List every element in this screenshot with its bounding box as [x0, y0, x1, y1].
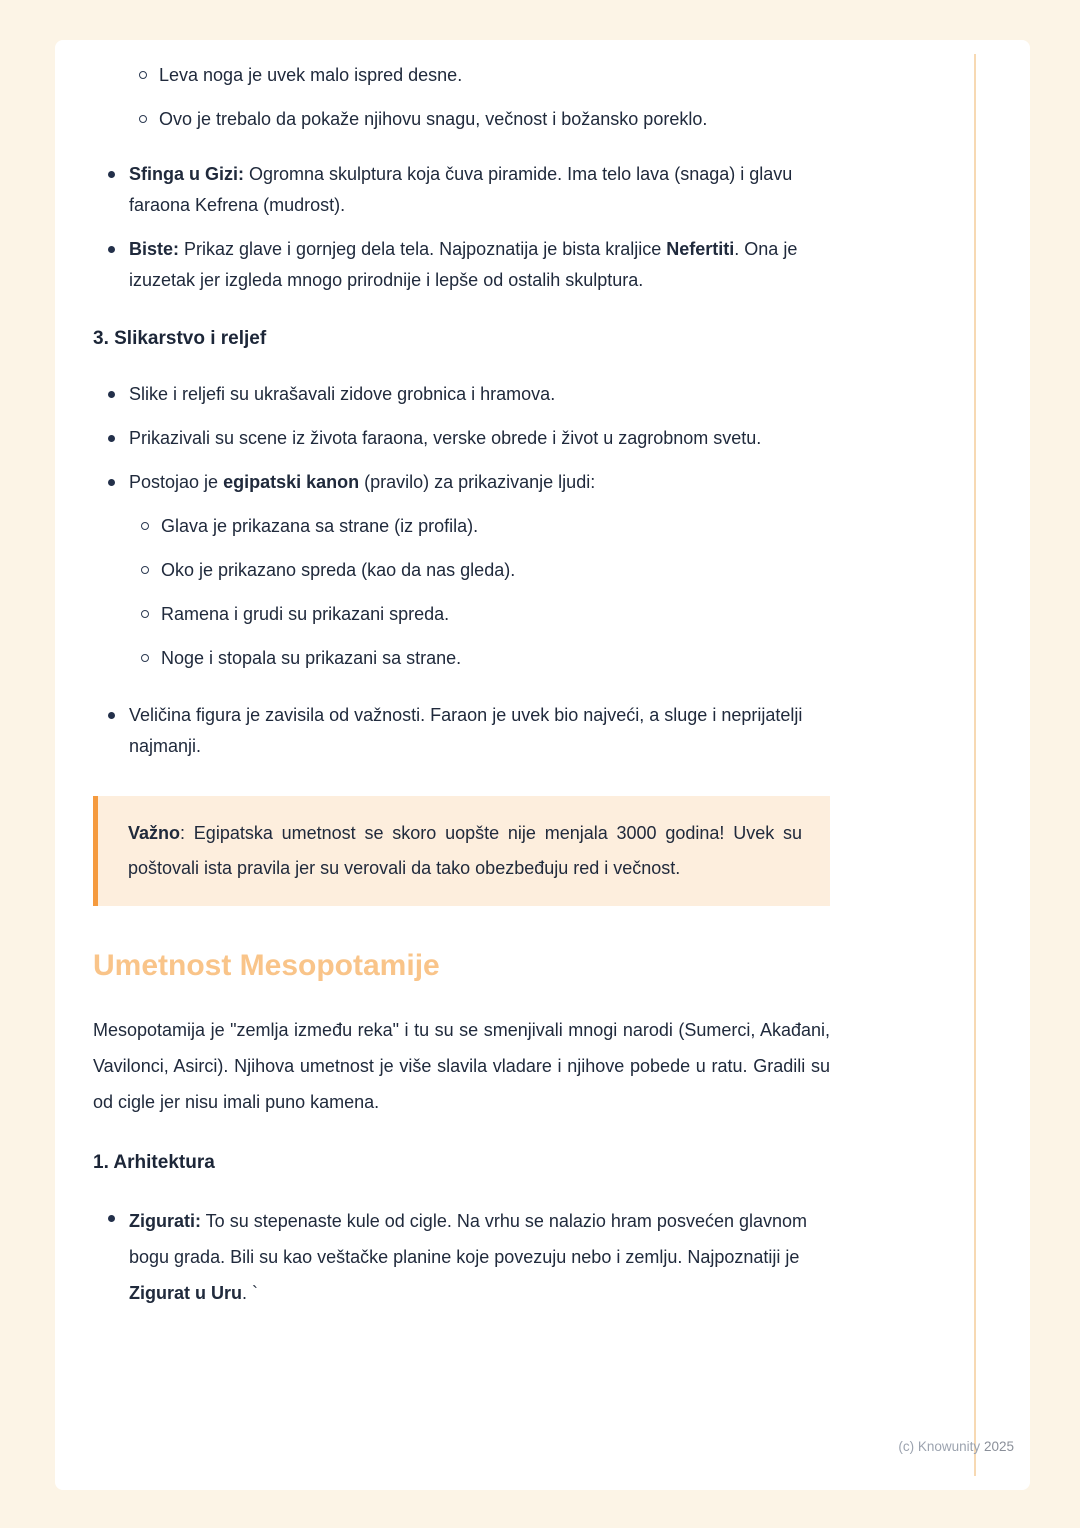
- list-item-text: Glava je prikazana sa strane (iz profila).: [161, 516, 479, 536]
- list-item-text: Noge i stopala su prikazani sa strane.: [161, 648, 462, 668]
- circle-bullet-icon: [137, 555, 161, 586]
- circle-bullet-icon: [137, 511, 161, 542]
- bullet-icon: [105, 423, 129, 454]
- bold-term: Sfinga u Gizi:: [129, 164, 244, 184]
- list-item: [135, 104, 830, 135]
- section-heading: 3. Slikarstvo i reljef: [93, 328, 267, 349]
- list-item: [105, 467, 830, 687]
- copyright-footer: [898, 1439, 1014, 1454]
- circle-bullet-icon: [137, 599, 161, 630]
- bullet-list: [93, 379, 830, 762]
- list-item: [105, 159, 830, 221]
- body-paragraph: Mesopotamija je "zemlja između reka" i tu su se smenjivali mnogi narodi (Sumerci, Akađani, Vavilonci, Asirci). Njihova umetnost je više slavila vladare i njihove pobede u ratu. Gradili su od cigle jer nisu imali puno kamena.: [93, 1020, 830, 1112]
- list-item: [105, 234, 830, 296]
- bold-term: Biste:: [129, 239, 180, 259]
- section-heading: 1. Arhitektura: [93, 1152, 215, 1173]
- list-item: [137, 643, 830, 674]
- list-item-text: [129, 1203, 830, 1311]
- text-segment: Ogromna skulptura koja čuva piramide. Ima telo lava (snaga) i glavu faraona Kefrena (mudrost).: [129, 164, 793, 215]
- text-segment: (pravilo) za prikazivanje ljudi:: [359, 472, 596, 492]
- list-item: [105, 1203, 830, 1311]
- list-item: [105, 379, 830, 410]
- list-item-paragraph: [129, 467, 830, 498]
- text-segment: . Ona je izuzetak jer izgleda mnogo prirodnije i lepše od ostalih skulptura.: [129, 239, 798, 290]
- text-segment: To su stepenaste kule od cigle. Na vrhu se nalazio hram posvećen glavnom bogu grada. Bili su kao veštačke planine koje povezuju nebo i zemlju. Najpoznatiji je: [129, 1211, 808, 1267]
- bold-term: Zigurat u Uru: [129, 1283, 242, 1303]
- list-item-text: [129, 467, 830, 687]
- document-page: [55, 40, 1030, 1490]
- list-item-text: Veličina figura je zavisila od važnosti. Faraon je uvek bio najveći, a sluge i neprijatelji najmanji.: [129, 705, 803, 756]
- document-content: [55, 40, 830, 1311]
- list-item-text: [129, 159, 830, 221]
- text-segment: Postojao je: [129, 472, 224, 492]
- sub-bullet-list: [93, 60, 830, 135]
- circle-bullet-icon: [137, 643, 161, 674]
- list-item: [105, 700, 830, 762]
- circle-bullet-icon: [135, 60, 159, 91]
- list-item-text: Oko je prikazano spreda (kao da nas gleda).: [161, 560, 516, 580]
- text-segment: : Egipatska umetnost se skoro uopšte nije menjala 3000 godina! Uvek su poštovali ista pravila jer su verovali da tako obezbeđuju red i večnost.: [128, 823, 802, 878]
- bullet-icon: [105, 700, 129, 762]
- bold-term: egipatski kanon: [223, 472, 360, 492]
- text-segment: Prikaz glave i gornjeg dela tela. Najpoznatija je bista kraljice: [179, 239, 667, 259]
- bullet-icon: [105, 1203, 129, 1311]
- callout-text: [128, 816, 802, 886]
- sub-bullet-list: [129, 511, 830, 674]
- bullet-icon: [105, 467, 129, 687]
- list-item: [137, 511, 830, 542]
- list-item: [135, 60, 830, 91]
- bold-term: Važno: [128, 823, 181, 843]
- bullet-icon: [105, 234, 129, 296]
- circle-bullet-icon: [135, 104, 159, 135]
- list-item-text: Slike i reljefi su ukrašavali zidove grobnica i hramova.: [129, 384, 556, 404]
- bold-term: Zigurati:: [129, 1211, 201, 1231]
- bullet-icon: [105, 379, 129, 410]
- list-item-text: Leva noga je uvek malo ispred desne.: [159, 65, 463, 85]
- list-item-text: Ovo je trebalo da pokaže njihovu snagu, večnost i božansko poreklo.: [159, 109, 708, 129]
- bullet-list: [93, 1203, 830, 1311]
- bullet-list: [93, 159, 830, 296]
- important-callout: [93, 796, 830, 906]
- list-item: [105, 423, 830, 454]
- copyright-year: 2025: [983, 1439, 1014, 1454]
- copyright-text: (c) Knowunity: [898, 1439, 981, 1454]
- list-item-text: Ramena i grudi su prikazani spreda.: [161, 604, 450, 624]
- list-item-text: Prikazivali su scene iz života faraona, verske obrede i život u zagrobnom svetu.: [129, 428, 762, 448]
- list-item-text: [129, 234, 830, 296]
- page-edge-line: [974, 54, 976, 1476]
- bold-term: Nefertiti: [666, 239, 735, 259]
- chapter-heading: Umetnost Mesopotamije: [93, 949, 440, 982]
- list-item: [137, 555, 830, 586]
- list-item: [137, 599, 830, 630]
- text-segment: . `: [242, 1283, 258, 1303]
- bullet-icon: [105, 159, 129, 221]
